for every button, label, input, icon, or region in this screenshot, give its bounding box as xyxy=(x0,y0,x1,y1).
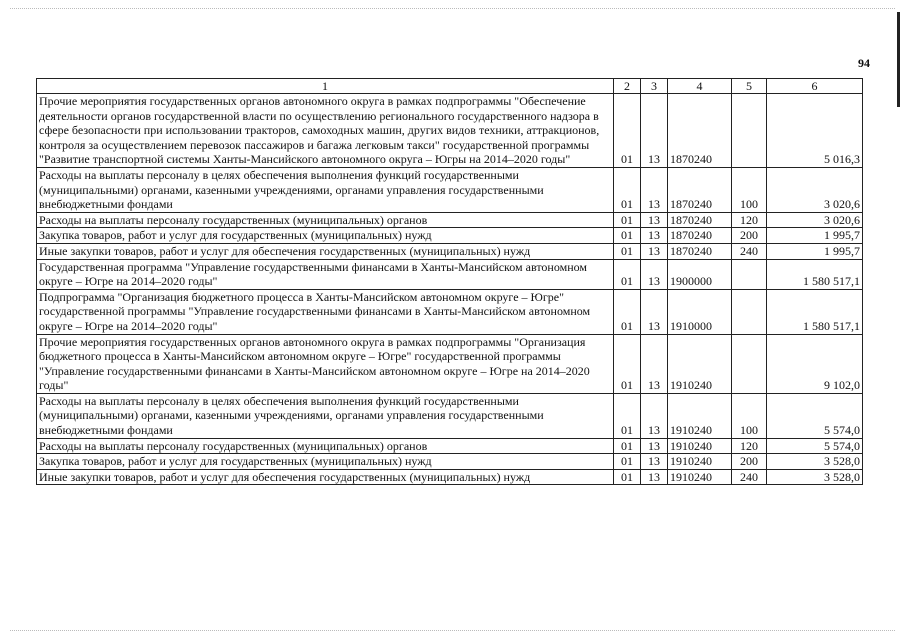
row-subsection: 13 xyxy=(641,454,668,470)
table-row xyxy=(37,167,863,212)
row-description: Расходы на выплаты персоналу в целях обеспечения выполнения функций государственными (муниципальными) органами, казенными учреждениями, органами управления государственными внебюджетными фондами xyxy=(37,393,614,438)
row-target-code: 1910240 xyxy=(668,438,732,454)
table-row xyxy=(37,289,863,334)
row-description: Подпрограмма "Организация бюджетного процесса в Ханты-Мансийском автономном округе – Югре" государственной программы "Управление государственными финансами в Ханты-Мансийском автономном округе – Югре на 2014–2020 годы" xyxy=(37,289,614,334)
row-subsection: 13 xyxy=(641,469,668,485)
row-expense-type: 200 xyxy=(732,454,767,470)
row-description: Иные закупки товаров, работ и услуг для обеспечения государственных (муниципальных) нужд xyxy=(37,469,614,485)
header-col-5: 5 xyxy=(732,79,767,94)
row-amount: 9 102,0 xyxy=(767,334,863,393)
row-target-code: 1870240 xyxy=(668,94,732,168)
table-row xyxy=(37,393,863,438)
row-subsection: 13 xyxy=(641,212,668,228)
row-expense-type: 120 xyxy=(732,212,767,228)
row-description: Прочие мероприятия государственных органов автономного округа в рамках подпрограммы "Обеспечение деятельности органов государственной власти по осуществлению регионального государственного надзора в сфере безопасности при использовании тракторов, самоходных машин, других видов техники, аттракционов, контроля за осуществлением перевозок пассажиров и багажа легковым такси" государственной программы "Развитие транспортной системы Ханты-Мансийского автономного округа – Югры на 2014–2020 годы" xyxy=(37,94,614,168)
row-description: Прочие мероприятия государственных органов автономного округа в рамках подпрограммы "Организация бюджетного процесса в Ханты-Мансийском автономном округе – Югре" государственной программы "Управление государственными финансами в Ханты-Мансийском автономном округе – Югре на 2014–2020 годы" xyxy=(37,334,614,393)
row-target-code: 1910000 xyxy=(668,289,732,334)
header-col-3: 3 xyxy=(641,79,668,94)
row-expense-type: 200 xyxy=(732,228,767,244)
row-description: Расходы на выплаты персоналу в целях обеспечения выполнения функций государственными (муниципальными) органами, казенными учреждениями, органами управления государственными внебюджетными фондами xyxy=(37,167,614,212)
row-section: 01 xyxy=(614,167,641,212)
table-row xyxy=(37,212,863,228)
row-expense-type: 240 xyxy=(732,469,767,485)
row-expense-type: 240 xyxy=(732,243,767,259)
row-subsection: 13 xyxy=(641,94,668,168)
table-row xyxy=(37,94,863,168)
row-subsection: 13 xyxy=(641,243,668,259)
table-row xyxy=(37,454,863,470)
scan-noise-top xyxy=(10,8,895,10)
row-target-code: 1910240 xyxy=(668,334,732,393)
row-section: 01 xyxy=(614,94,641,168)
row-description: Закупка товаров, работ и услуг для государственных (муниципальных) нужд xyxy=(37,228,614,244)
row-section: 01 xyxy=(614,212,641,228)
row-target-code: 1910240 xyxy=(668,469,732,485)
row-amount: 3 020,6 xyxy=(767,167,863,212)
table-row xyxy=(37,259,863,289)
row-amount: 1 580 517,1 xyxy=(767,259,863,289)
row-amount: 1 995,7 xyxy=(767,243,863,259)
row-description: Государственная программа "Управление государственными финансами в Ханты-Мансийском автономном округе – Югре на 2014–2020 годы" xyxy=(37,259,614,289)
header-col-1: 1 xyxy=(37,79,614,94)
row-section: 01 xyxy=(614,334,641,393)
row-description: Иные закупки товаров, работ и услуг для обеспечения государственных (муниципальных) нужд xyxy=(37,243,614,259)
row-section: 01 xyxy=(614,438,641,454)
page-number: 94 xyxy=(858,56,870,70)
row-amount: 5 574,0 xyxy=(767,393,863,438)
row-amount: 3 528,0 xyxy=(767,454,863,470)
row-section: 01 xyxy=(614,243,641,259)
row-expense-type: 120 xyxy=(732,438,767,454)
row-section: 01 xyxy=(614,393,641,438)
budget-table xyxy=(36,78,863,485)
row-target-code: 1870240 xyxy=(668,167,732,212)
row-target-code: 1910240 xyxy=(668,454,732,470)
table-row xyxy=(37,228,863,244)
row-section: 01 xyxy=(614,228,641,244)
row-target-code: 1870240 xyxy=(668,243,732,259)
row-subsection: 13 xyxy=(641,289,668,334)
row-amount: 5 574,0 xyxy=(767,438,863,454)
row-expense-type xyxy=(732,289,767,334)
row-target-code: 1870240 xyxy=(668,212,732,228)
row-expense-type xyxy=(732,94,767,168)
row-subsection: 13 xyxy=(641,228,668,244)
scan-noise-bottom xyxy=(10,630,895,632)
row-expense-type xyxy=(732,259,767,289)
row-subsection: 13 xyxy=(641,438,668,454)
row-subsection: 13 xyxy=(641,334,668,393)
row-description: Расходы на выплаты персоналу государственных (муниципальных) органов xyxy=(37,438,614,454)
table-row xyxy=(37,469,863,485)
header-col-6: 6 xyxy=(767,79,863,94)
row-description: Расходы на выплаты персоналу государственных (муниципальных) органов xyxy=(37,212,614,228)
row-section: 01 xyxy=(614,469,641,485)
table-header-row xyxy=(37,79,863,94)
row-section: 01 xyxy=(614,289,641,334)
row-expense-type: 100 xyxy=(732,393,767,438)
row-description: Закупка товаров, работ и услуг для государственных (муниципальных) нужд xyxy=(37,454,614,470)
row-section: 01 xyxy=(614,259,641,289)
row-amount: 1 995,7 xyxy=(767,228,863,244)
row-expense-type: 100 xyxy=(732,167,767,212)
row-target-code: 1870240 xyxy=(668,228,732,244)
row-section: 01 xyxy=(614,454,641,470)
row-target-code: 1900000 xyxy=(668,259,732,289)
table-row xyxy=(37,243,863,259)
header-col-2: 2 xyxy=(614,79,641,94)
row-subsection: 13 xyxy=(641,259,668,289)
scan-edge-mark xyxy=(897,12,900,107)
table-row xyxy=(37,438,863,454)
row-amount: 3 020,6 xyxy=(767,212,863,228)
header-col-4: 4 xyxy=(668,79,732,94)
row-target-code: 1910240 xyxy=(668,393,732,438)
row-amount: 1 580 517,1 xyxy=(767,289,863,334)
table-row xyxy=(37,334,863,393)
row-subsection: 13 xyxy=(641,393,668,438)
row-subsection: 13 xyxy=(641,167,668,212)
row-expense-type xyxy=(732,334,767,393)
row-amount: 3 528,0 xyxy=(767,469,863,485)
row-amount: 5 016,3 xyxy=(767,94,863,168)
